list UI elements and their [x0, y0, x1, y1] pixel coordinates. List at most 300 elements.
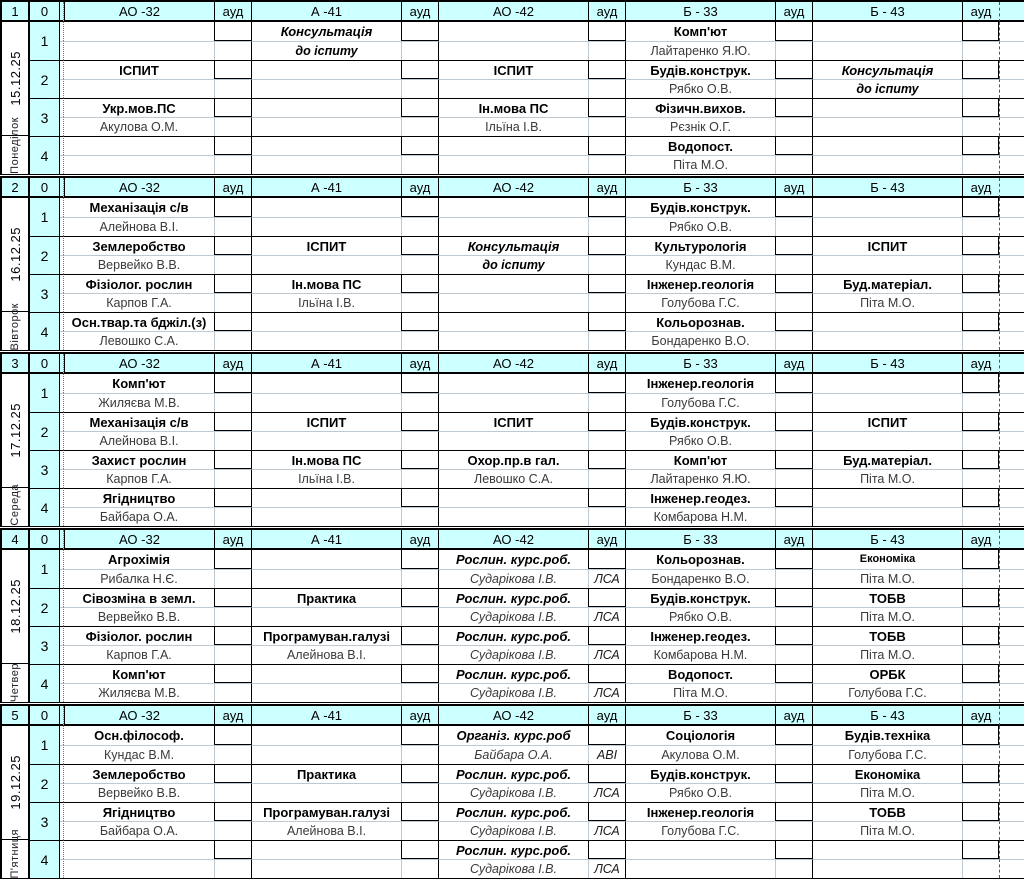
subject-cell[interactable]: Рослин. курс.роб. — [438, 550, 588, 569]
period-number-cell[interactable]: 4 — [28, 136, 60, 174]
aud-cell[interactable] — [588, 412, 625, 431]
aud-cell[interactable] — [401, 374, 438, 393]
aud-value-cell[interactable] — [775, 507, 812, 526]
aud-value-cell[interactable] — [214, 293, 251, 312]
aud-cell[interactable] — [775, 236, 812, 255]
aud-value-cell[interactable] — [775, 393, 812, 412]
subject-cell[interactable]: Рослин. курс.роб. — [438, 802, 588, 821]
subject-cell[interactable]: Фізіолог. рослин — [64, 626, 214, 645]
aud-cell[interactable] — [962, 664, 999, 683]
subject-cell[interactable]: Фізіолог. рослин — [64, 274, 214, 293]
teacher-cell[interactable] — [438, 155, 588, 174]
teacher-cell[interactable]: Сударікова І.В. — [438, 821, 588, 840]
aud-cell[interactable] — [962, 60, 999, 79]
aud-cell[interactable] — [775, 60, 812, 79]
aud-value-cell[interactable] — [214, 393, 251, 412]
aud-cell[interactable] — [214, 664, 251, 683]
teacher-cell[interactable] — [64, 155, 214, 174]
subject-cell[interactable]: Ін.мова ПС — [438, 98, 588, 117]
subject-cell[interactable] — [812, 312, 962, 331]
teacher-cell[interactable] — [812, 41, 962, 60]
aud-value-cell[interactable] — [962, 821, 999, 840]
aud-cell[interactable] — [775, 274, 812, 293]
teacher-cell[interactable] — [625, 859, 775, 878]
teacher-cell[interactable] — [251, 155, 401, 174]
aud-cell[interactable] — [214, 412, 251, 431]
aud-cell[interactable] — [588, 22, 625, 41]
aud-value-cell[interactable] — [401, 393, 438, 412]
teacher-cell[interactable]: Голубова Г.С. — [625, 821, 775, 840]
teacher-cell[interactable]: Піта М.О. — [812, 645, 962, 664]
subject-cell[interactable] — [812, 198, 962, 217]
aud-cell[interactable] — [962, 412, 999, 431]
aud-cell[interactable] — [401, 726, 438, 745]
teacher-cell[interactable] — [251, 393, 401, 412]
aud-header-cell[interactable]: ауд — [775, 706, 812, 726]
aud-cell[interactable] — [588, 726, 625, 745]
subject-cell[interactable]: Кольорознав. — [625, 550, 775, 569]
aud-value-cell[interactable]: ЛСА — [588, 607, 625, 626]
aud-cell[interactable] — [214, 136, 251, 155]
subject-cell[interactable]: Інженер.геологія — [625, 274, 775, 293]
day-number-cell[interactable]: 4 — [0, 530, 28, 550]
aud-value-cell[interactable] — [775, 569, 812, 588]
group-header-cell[interactable]: Б - 33 — [625, 2, 775, 22]
aud-cell[interactable] — [588, 626, 625, 645]
period-number-cell[interactable]: 1 — [28, 550, 60, 588]
teacher-cell[interactable] — [812, 155, 962, 174]
aud-header-cell[interactable]: ауд — [401, 178, 438, 198]
aud-value-cell[interactable] — [401, 683, 438, 702]
teacher-cell[interactable] — [438, 393, 588, 412]
aud-cell[interactable] — [401, 764, 438, 783]
teacher-cell[interactable]: Ільїна І.В. — [251, 469, 401, 488]
aud-value-cell[interactable] — [401, 607, 438, 626]
subject-cell[interactable] — [251, 726, 401, 745]
aud-cell[interactable] — [401, 60, 438, 79]
teacher-cell[interactable] — [438, 217, 588, 236]
subject-cell[interactable] — [64, 840, 214, 859]
teacher-cell[interactable] — [812, 859, 962, 878]
aud-cell[interactable] — [588, 374, 625, 393]
group-header-cell[interactable]: Б - 33 — [625, 354, 775, 374]
period-number-cell[interactable]: 2 — [28, 60, 60, 98]
date-cell[interactable] — [0, 726, 28, 840]
subject-cell[interactable] — [251, 136, 401, 155]
subject-cell[interactable]: Інженер.геологія — [625, 374, 775, 393]
aud-header-cell[interactable]: ауд — [588, 530, 625, 550]
subject-cell[interactable]: Рослин. курс.роб. — [438, 664, 588, 683]
subject-cell[interactable]: Комп'ют — [625, 22, 775, 41]
subject-cell[interactable]: Ягідництво — [64, 488, 214, 507]
period-number-cell[interactable]: 4 — [28, 840, 60, 878]
aud-value-cell[interactable] — [401, 255, 438, 274]
aud-cell[interactable] — [962, 550, 999, 569]
group-header-cell[interactable]: Б - 43 — [812, 706, 962, 726]
teacher-cell[interactable]: Сударікова І.В. — [438, 783, 588, 802]
subject-cell[interactable]: Землеробство — [64, 236, 214, 255]
aud-cell[interactable] — [588, 98, 625, 117]
teacher-cell[interactable] — [251, 783, 401, 802]
teacher-cell[interactable] — [64, 41, 214, 60]
subject-cell[interactable]: Рослин. курс.роб. — [438, 626, 588, 645]
subject-cell[interactable]: Будів.конструк. — [625, 588, 775, 607]
subject-cell[interactable]: Інженер.геологія — [625, 802, 775, 821]
aud-value-cell[interactable] — [214, 821, 251, 840]
aud-value-cell[interactable] — [962, 645, 999, 664]
subject-cell[interactable]: ІСПИТ — [251, 236, 401, 255]
teacher-cell[interactable]: Піта М.О. — [812, 469, 962, 488]
day-name-cell[interactable] — [0, 664, 28, 702]
teacher-cell[interactable] — [64, 859, 214, 878]
aud-value-cell[interactable] — [401, 331, 438, 350]
day-number-cell[interactable]: 2 — [0, 178, 28, 198]
teacher-cell[interactable] — [251, 745, 401, 764]
teacher-cell[interactable]: Кундас В.М. — [64, 745, 214, 764]
teacher-cell[interactable]: Голубова Г.С. — [625, 393, 775, 412]
teacher-cell[interactable]: Левошко С.А. — [438, 469, 588, 488]
subject-cell[interactable]: ІСПИТ — [438, 412, 588, 431]
aud-header-cell[interactable]: ауд — [775, 178, 812, 198]
aud-cell[interactable] — [401, 450, 438, 469]
aud-value-cell[interactable] — [962, 569, 999, 588]
aud-value-cell[interactable] — [962, 683, 999, 702]
teacher-cell[interactable]: Рябко О.В. — [625, 783, 775, 802]
aud-cell[interactable] — [214, 588, 251, 607]
group-header-cell[interactable]: АО -32 — [64, 2, 214, 22]
aud-cell[interactable] — [214, 764, 251, 783]
teacher-cell[interactable]: Жиляєва М.В. — [64, 683, 214, 702]
aud-cell[interactable] — [401, 488, 438, 507]
aud-value-cell[interactable] — [588, 41, 625, 60]
aud-value-cell[interactable]: ЛСА — [588, 821, 625, 840]
subject-cell[interactable]: ІСПИТ — [812, 236, 962, 255]
aud-cell[interactable] — [214, 726, 251, 745]
aud-cell[interactable] — [588, 550, 625, 569]
aud-header-cell[interactable]: ауд — [962, 178, 999, 198]
day-name-cell[interactable] — [0, 117, 28, 174]
aud-cell[interactable] — [214, 312, 251, 331]
aud-value-cell[interactable] — [214, 859, 251, 878]
group-header-cell[interactable]: АО -42 — [438, 530, 588, 550]
teacher-cell[interactable] — [812, 217, 962, 236]
subject-cell[interactable] — [438, 22, 588, 41]
aud-value-cell[interactable] — [401, 821, 438, 840]
aud-value-cell[interactable] — [775, 217, 812, 236]
teacher-cell[interactable]: Карпов Г.А. — [64, 469, 214, 488]
subject-cell[interactable]: Будів.конструк. — [625, 198, 775, 217]
subject-cell[interactable]: Осн.філософ. — [94, 728, 184, 743]
teacher-cell[interactable]: Голубова Г.С. — [812, 683, 962, 702]
aud-cell[interactable] — [401, 98, 438, 117]
teacher-cell[interactable]: Алейнова В.І. — [251, 821, 401, 840]
aud-header-cell[interactable]: ауд — [588, 706, 625, 726]
teacher-cell[interactable]: Карпов Г.А. — [64, 645, 214, 664]
aud-value-cell[interactable]: ЛСА — [588, 645, 625, 664]
aud-value-cell[interactable] — [214, 469, 251, 488]
aud-cell[interactable] — [962, 236, 999, 255]
period-number-cell[interactable]: 4 — [28, 488, 60, 526]
aud-cell[interactable] — [588, 450, 625, 469]
aud-cell[interactable] — [588, 274, 625, 293]
group-header-cell[interactable]: Б - 33 — [625, 706, 775, 726]
period-number-cell[interactable]: 1 — [28, 198, 60, 236]
aud-value-cell[interactable] — [775, 783, 812, 802]
aud-header-cell[interactable]: ауд — [214, 530, 251, 550]
aud-cell[interactable] — [962, 626, 999, 645]
subject-cell[interactable] — [438, 312, 588, 331]
subject-cell[interactable]: Економіка — [812, 550, 962, 569]
teacher-cell[interactable]: Ільїна І.В. — [438, 117, 588, 136]
aud-value-cell[interactable]: ЛСА — [588, 783, 625, 802]
subject-cell[interactable]: Рослин. курс.роб. — [438, 764, 588, 783]
teacher-cell[interactable]: Сударікова І.В. — [438, 859, 588, 878]
subject-cell[interactable]: ТОБВ — [812, 802, 962, 821]
aud-value-cell[interactable] — [962, 79, 999, 98]
aud-header-cell[interactable]: ауд — [401, 530, 438, 550]
subject-cell[interactable] — [438, 198, 588, 217]
group-header-cell[interactable]: Б - 43 — [812, 354, 962, 374]
period-number-cell[interactable]: 2 — [28, 236, 60, 274]
aud-value-cell[interactable] — [401, 569, 438, 588]
aud-cell[interactable] — [775, 136, 812, 155]
subject-cell[interactable] — [812, 374, 962, 393]
aud-value-cell[interactable]: АВІ — [588, 745, 625, 764]
aud-value-cell[interactable] — [214, 331, 251, 350]
teacher-cell[interactable]: Бондаренко В.О. — [625, 331, 775, 350]
aud-value-cell[interactable]: ЛСА — [588, 683, 625, 702]
subject-cell[interactable]: Консультація — [812, 60, 962, 79]
aud-cell[interactable] — [775, 312, 812, 331]
teacher-cell[interactable]: до іспиту — [812, 79, 962, 98]
teacher-cell[interactable]: Алейнова В.І. — [64, 217, 214, 236]
subject-cell[interactable] — [812, 136, 962, 155]
teacher-cell[interactable]: Піта М.О. — [812, 607, 962, 626]
aud-cell[interactable] — [401, 550, 438, 569]
aud-value-cell[interactable] — [775, 293, 812, 312]
aud-header-cell[interactable]: ауд — [401, 2, 438, 22]
subject-cell[interactable]: Буд.матеріал. — [812, 274, 962, 293]
aud-value-cell[interactable] — [401, 155, 438, 174]
date-cell[interactable] — [0, 550, 28, 664]
aud-header-cell[interactable]: ауд — [214, 178, 251, 198]
aud-cell[interactable] — [401, 236, 438, 255]
aud-cell[interactable] — [775, 802, 812, 821]
subject-cell[interactable]: Будів.конструк. — [625, 764, 775, 783]
aud-header-cell[interactable]: ауд — [775, 354, 812, 374]
aud-value-cell[interactable] — [775, 745, 812, 764]
aud-cell[interactable] — [214, 236, 251, 255]
day-name-cell[interactable] — [0, 302, 28, 350]
period-zero-cell[interactable]: 0 — [28, 178, 60, 198]
aud-value-cell[interactable] — [962, 507, 999, 526]
teacher-cell[interactable] — [251, 859, 401, 878]
aud-value-cell[interactable]: ЛСА — [588, 569, 625, 588]
subject-cell[interactable]: Будів.конструк. — [625, 412, 775, 431]
period-number-cell[interactable]: 1 — [28, 726, 60, 764]
teacher-cell[interactable]: Піта М.О. — [625, 155, 775, 174]
subject-cell[interactable]: Програмуван.галузі — [251, 802, 401, 821]
aud-cell[interactable] — [962, 374, 999, 393]
aud-cell[interactable] — [214, 22, 251, 41]
teacher-cell[interactable] — [251, 255, 401, 274]
teacher-cell[interactable]: Рябко О.В. — [625, 431, 775, 450]
aud-cell[interactable] — [214, 488, 251, 507]
subject-cell[interactable]: Соціологія — [625, 726, 775, 745]
subject-cell[interactable]: Водопост. — [625, 664, 775, 683]
aud-cell[interactable] — [214, 274, 251, 293]
subject-cell[interactable] — [812, 488, 962, 507]
subject-cell[interactable]: ОРБК — [812, 664, 962, 683]
aud-cell[interactable] — [775, 374, 812, 393]
aud-cell[interactable] — [775, 22, 812, 41]
subject-cell[interactable]: Практика — [251, 764, 401, 783]
aud-cell[interactable] — [588, 764, 625, 783]
aud-cell[interactable] — [214, 802, 251, 821]
group-header-cell[interactable]: Б - 33 — [625, 530, 775, 550]
subject-cell[interactable] — [438, 136, 588, 155]
group-header-cell[interactable]: АО -42 — [438, 706, 588, 726]
period-number-cell[interactable]: 3 — [28, 274, 60, 312]
aud-header-cell[interactable]: ауд — [962, 2, 999, 22]
teacher-cell[interactable]: Піта М.О. — [812, 783, 962, 802]
aud-value-cell[interactable] — [588, 331, 625, 350]
aud-value-cell[interactable] — [962, 293, 999, 312]
aud-value-cell[interactable] — [962, 393, 999, 412]
aud-value-cell[interactable] — [401, 645, 438, 664]
teacher-cell[interactable]: Бондаренко В.О. — [625, 569, 775, 588]
aud-value-cell[interactable] — [962, 431, 999, 450]
aud-cell[interactable] — [775, 450, 812, 469]
group-header-cell[interactable]: АО -32 — [64, 354, 214, 374]
aud-cell[interactable] — [775, 588, 812, 607]
subject-cell[interactable]: Інженер.геодез. — [625, 488, 775, 507]
aud-cell[interactable] — [962, 98, 999, 117]
aud-cell[interactable] — [775, 98, 812, 117]
aud-value-cell[interactable] — [401, 745, 438, 764]
aud-cell[interactable] — [588, 236, 625, 255]
aud-cell[interactable] — [962, 726, 999, 745]
aud-cell[interactable] — [401, 198, 438, 217]
subject-cell[interactable]: ІСПИТ — [64, 60, 214, 79]
subject-cell[interactable] — [251, 374, 401, 393]
group-header-cell[interactable]: А -41 — [251, 530, 401, 550]
date-cell[interactable] — [0, 374, 28, 488]
aud-cell[interactable] — [588, 588, 625, 607]
aud-header-cell[interactable]: ауд — [401, 354, 438, 374]
teacher-cell[interactable] — [64, 79, 214, 98]
aud-value-cell[interactable] — [214, 783, 251, 802]
period-number-cell[interactable]: 2 — [28, 412, 60, 450]
period-number-cell[interactable]: 3 — [28, 450, 60, 488]
aud-cell[interactable] — [775, 198, 812, 217]
aud-value-cell[interactable] — [962, 859, 999, 878]
aud-cell[interactable] — [775, 626, 812, 645]
aud-value-cell[interactable] — [214, 117, 251, 136]
aud-header-cell[interactable]: ауд — [214, 354, 251, 374]
aud-value-cell[interactable] — [401, 79, 438, 98]
subject-cell[interactable] — [251, 198, 401, 217]
aud-cell[interactable] — [214, 550, 251, 569]
group-header-cell[interactable]: АО -32 — [64, 706, 214, 726]
aud-value-cell[interactable] — [214, 569, 251, 588]
subject-cell[interactable]: Консультація — [438, 236, 588, 255]
aud-header-cell[interactable]: ауд — [775, 530, 812, 550]
aud-cell[interactable] — [962, 312, 999, 331]
teacher-cell[interactable]: Лайтаренко Я.Ю. — [625, 469, 775, 488]
teacher-cell[interactable] — [251, 507, 401, 526]
teacher-cell[interactable]: Вервейко В.В. — [64, 783, 214, 802]
aud-cell[interactable] — [588, 488, 625, 507]
subject-cell[interactable] — [64, 136, 214, 155]
aud-value-cell[interactable] — [775, 79, 812, 98]
subject-cell[interactable]: Механізація с/в — [89, 200, 189, 215]
aud-value-cell[interactable] — [775, 255, 812, 274]
aud-value-cell[interactable] — [214, 745, 251, 764]
aud-cell[interactable] — [214, 60, 251, 79]
period-number-cell[interactable]: 3 — [28, 626, 60, 664]
subject-cell[interactable]: Програмуван.галузі — [251, 626, 401, 645]
aud-cell[interactable] — [588, 840, 625, 859]
period-zero-cell[interactable]: 0 — [28, 2, 60, 22]
aud-value-cell[interactable] — [588, 155, 625, 174]
group-header-cell[interactable]: А -41 — [251, 706, 401, 726]
aud-value-cell[interactable] — [214, 507, 251, 526]
subject-cell[interactable] — [812, 840, 962, 859]
aud-value-cell[interactable] — [962, 783, 999, 802]
aud-value-cell[interactable] — [214, 607, 251, 626]
day-number-cell[interactable]: 3 — [0, 354, 28, 374]
teacher-cell[interactable]: Сударікова І.В. — [438, 683, 588, 702]
day-name-cell[interactable] — [0, 828, 28, 878]
subject-cell[interactable]: Укр.мов.ПС — [64, 98, 214, 117]
aud-cell[interactable] — [962, 198, 999, 217]
aud-value-cell[interactable] — [588, 79, 625, 98]
aud-value-cell[interactable] — [775, 859, 812, 878]
aud-value-cell[interactable] — [214, 79, 251, 98]
period-number-cell[interactable]: 1 — [28, 22, 60, 60]
aud-header-cell[interactable]: ауд — [962, 354, 999, 374]
aud-cell[interactable] — [401, 274, 438, 293]
subject-cell[interactable]: Комп'ют — [64, 664, 214, 683]
subject-cell[interactable]: ІСПИТ — [812, 412, 962, 431]
subject-cell[interactable] — [251, 98, 401, 117]
period-zero-cell[interactable]: 0 — [28, 706, 60, 726]
aud-cell[interactable] — [775, 726, 812, 745]
teacher-cell[interactable]: Жиляєва М.В. — [64, 393, 214, 412]
teacher-cell[interactable]: Рибалка Н.Є. — [64, 569, 214, 588]
aud-cell[interactable] — [962, 488, 999, 507]
aud-header-cell[interactable]: ауд — [401, 706, 438, 726]
aud-cell[interactable] — [588, 198, 625, 217]
aud-value-cell[interactable] — [962, 331, 999, 350]
teacher-cell[interactable] — [251, 569, 401, 588]
teacher-cell[interactable]: Байбара О.А. — [64, 821, 214, 840]
aud-cell[interactable] — [214, 840, 251, 859]
subject-cell[interactable] — [438, 488, 588, 507]
teacher-cell[interactable]: Левошко С.А. — [64, 331, 214, 350]
day-name-cell[interactable] — [0, 484, 28, 526]
subject-cell[interactable]: Водопост. — [625, 136, 775, 155]
subject-cell[interactable] — [251, 664, 401, 683]
aud-header-cell[interactable]: ауд — [588, 354, 625, 374]
aud-value-cell[interactable] — [775, 431, 812, 450]
subject-cell[interactable]: ТОБВ — [812, 588, 962, 607]
subject-cell[interactable]: Рослин. курс.роб. — [438, 840, 588, 859]
subject-cell[interactable]: Механізація с/в — [64, 412, 214, 431]
teacher-cell[interactable]: Комбарова Н.М. — [625, 507, 775, 526]
aud-cell[interactable] — [588, 664, 625, 683]
